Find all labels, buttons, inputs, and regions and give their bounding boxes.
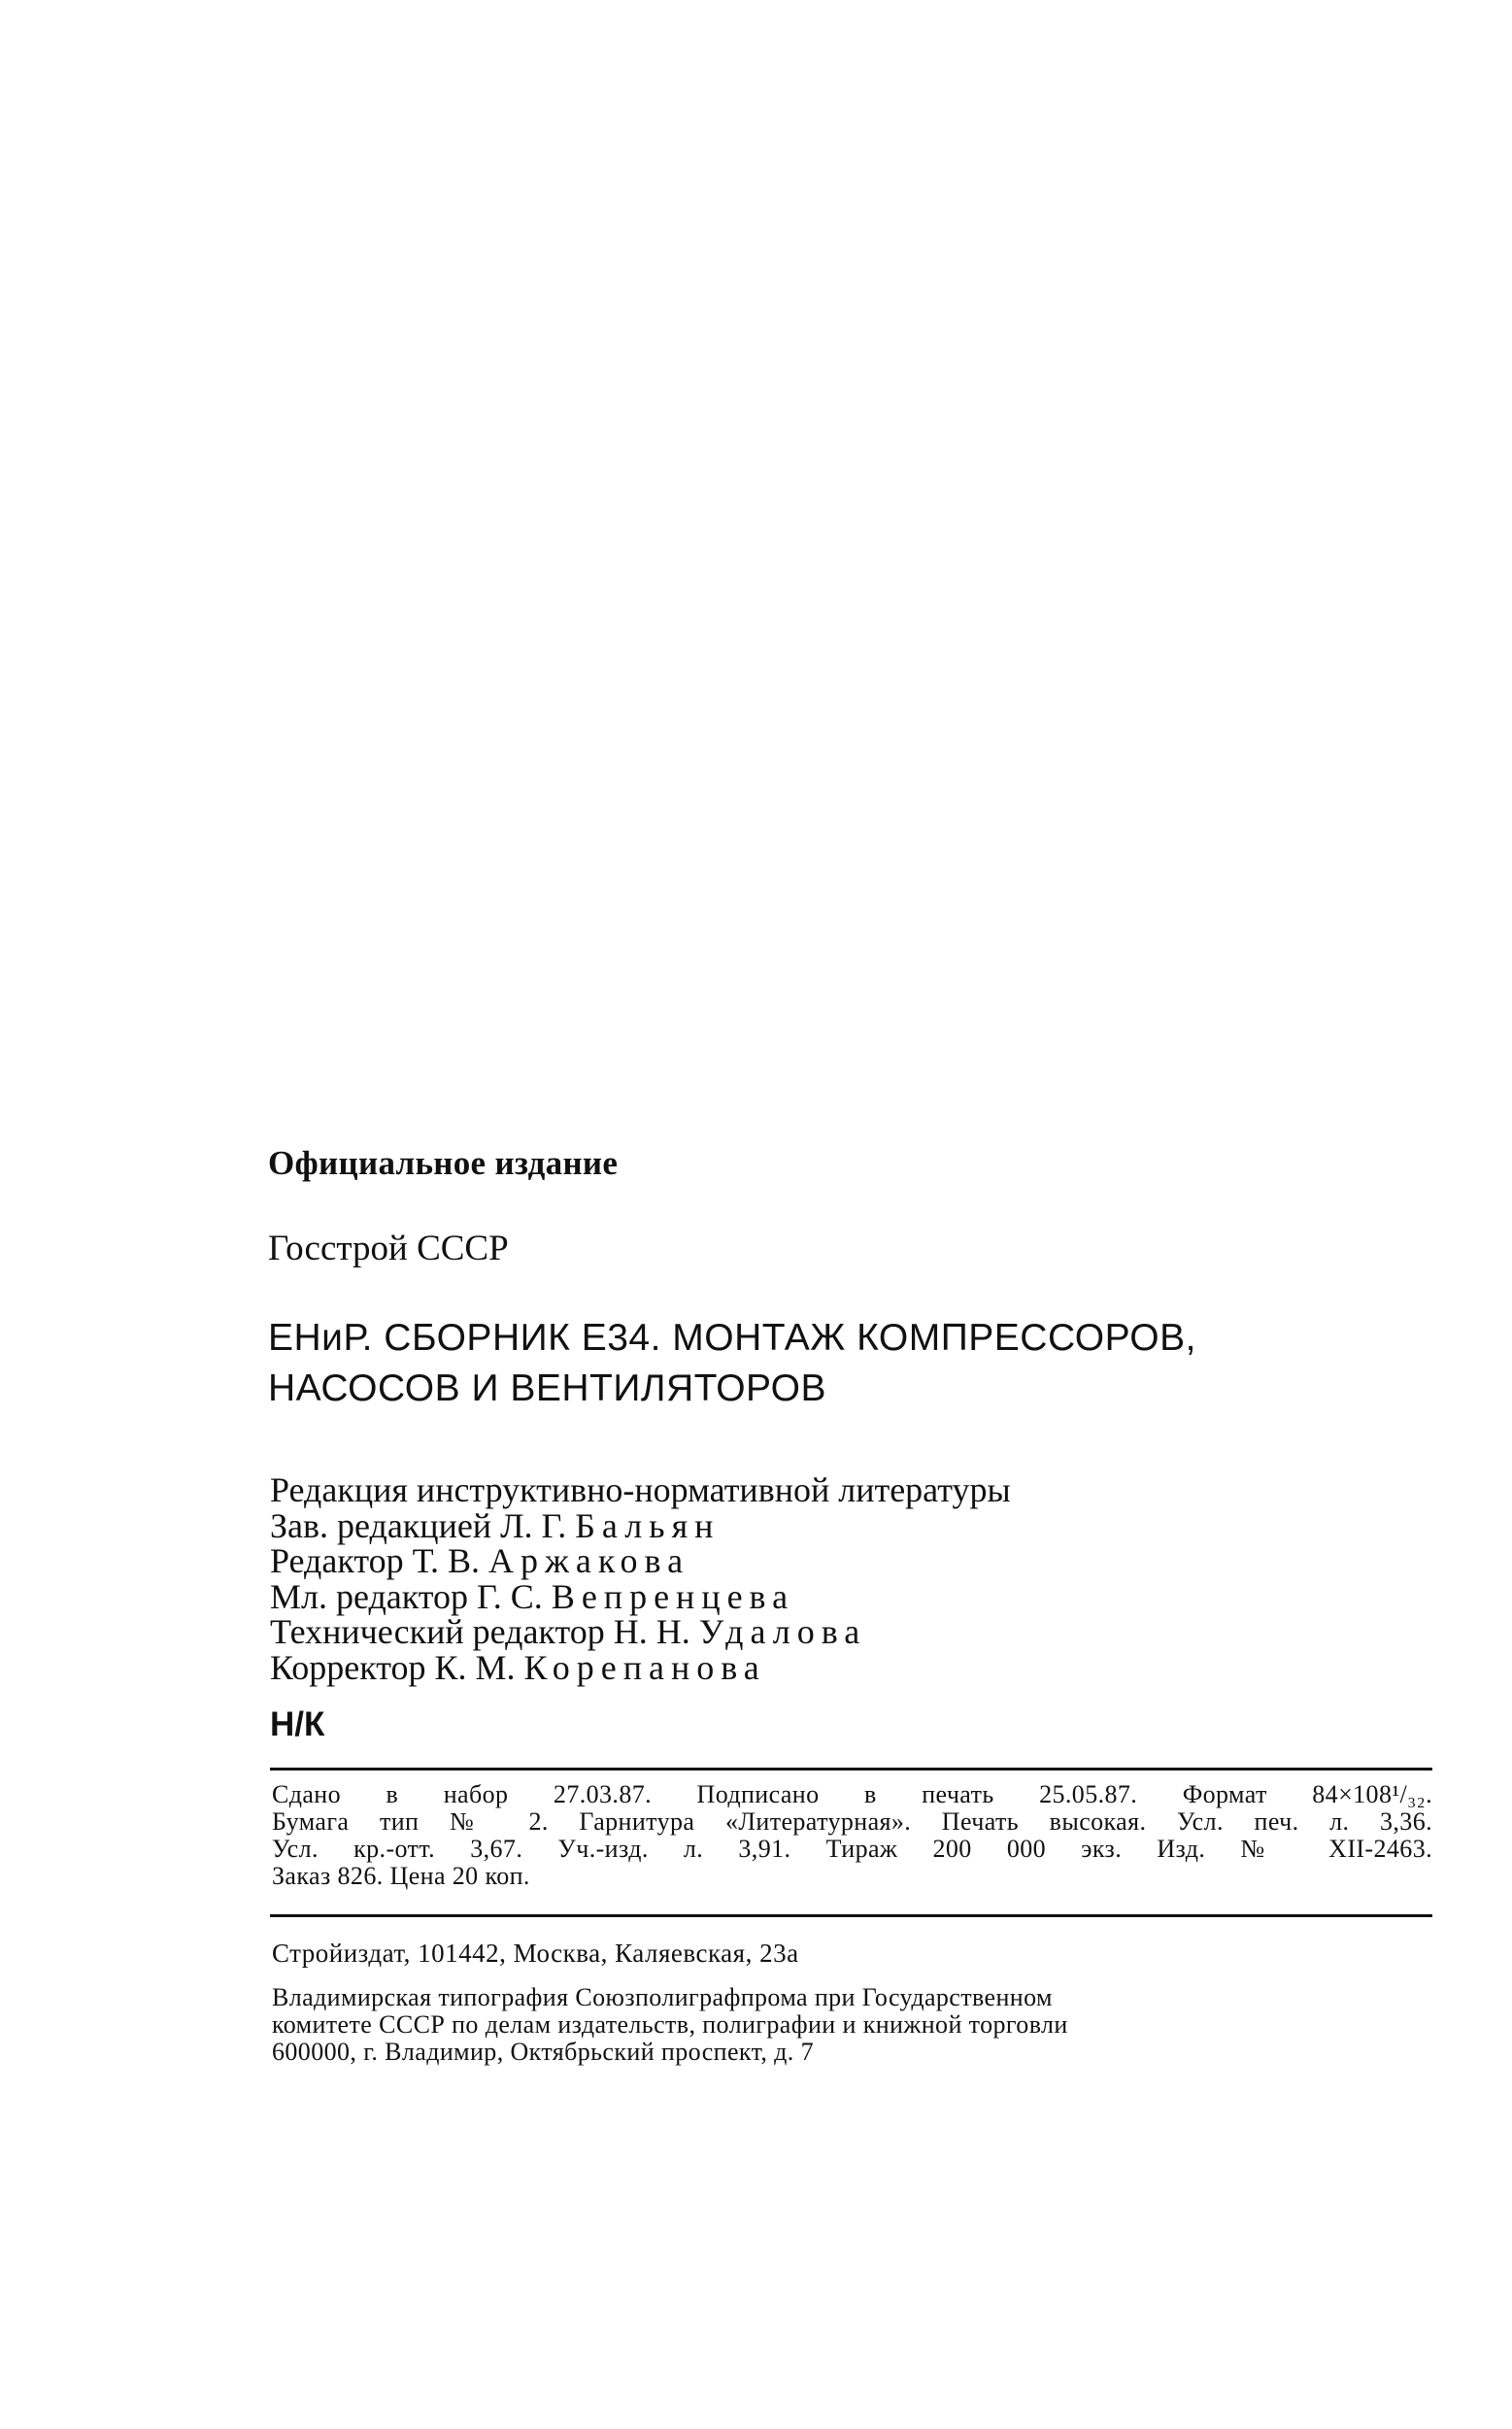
- staff-editor: [270, 1543, 1011, 1579]
- staff-role: Технический редактор: [270, 1612, 605, 1651]
- official-edition-label: Официальное издание: [268, 1144, 619, 1182]
- staff-role: Зав. редакцией: [270, 1505, 492, 1545]
- imprint-line: Усл. кр.-отт. 3,67. Уч.-изд. л. 3,91. Тираж 200 000 экз. Изд. № XII-2463.: [272, 1835, 1432, 1863]
- divider-rule: [270, 1768, 1432, 1771]
- staff-role: Редактор: [270, 1541, 404, 1580]
- publisher-address: Стройиздат, 101442, Москва, Каляевская, 23а: [272, 1939, 799, 1968]
- staff-junior-editor: [270, 1576, 1011, 1616]
- book-title-line-2: НАСОСОВ И ВЕНТИЛЯТОРОВ: [268, 1367, 827, 1409]
- staff-role: Корректор: [270, 1647, 426, 1687]
- staff-initials: Н. Н.: [613, 1612, 690, 1651]
- book-title: [268, 1313, 1196, 1414]
- staff-surname: Аржакова: [488, 1541, 690, 1580]
- editorial-staff: [270, 1472, 1011, 1685]
- staff-surname: Удалова: [698, 1612, 867, 1651]
- staff-head-of-office: [270, 1505, 1011, 1545]
- nk-mark: Н/К: [270, 1705, 325, 1743]
- staff-initials: Л. Г.: [500, 1505, 567, 1545]
- printer-line: Владимирская типография Союзполиграфпрома при Государственном: [272, 1983, 1053, 2011]
- imprint-block: [272, 1781, 1432, 1890]
- editorial-office: Редакция инструктивно-нормативной литературы: [270, 1470, 1011, 1509]
- imprint-line: Сдано в набор 27.03.87. Подписано в печать 25.05.87. Формат 84×108¹/₃₂.: [272, 1780, 1432, 1808]
- printer-line: комитете СССР по делам издательств, полиграфии и книжной торговли: [272, 2010, 1068, 2039]
- staff-surname: Вепренцева: [551, 1576, 795, 1616]
- staff-surname: Корепанова: [523, 1647, 766, 1687]
- printer-line: 600000, г. Владимир, Октябрьский проспект, д. 7: [272, 2038, 815, 2066]
- staff-initials: К. М.: [434, 1647, 516, 1687]
- book-title-line-1: ЕНиР. СБОРНИК Е34. МОНТАЖ КОМПРЕССОРОВ,: [268, 1317, 1196, 1359]
- imprint-line: Бумага тип № 2. Гарнитура «Литературная». Печать высокая. Усл. печ. л. 3,36.: [272, 1807, 1432, 1836]
- divider-rule: [270, 1914, 1432, 1917]
- printer-block: [272, 1984, 1369, 2066]
- staff-technical-editor: [270, 1614, 1011, 1650]
- staff-initials: Т. В.: [412, 1541, 481, 1580]
- imprint-line: Заказ 826. Цена 20 коп.: [272, 1862, 530, 1890]
- staff-initials: Г. С.: [477, 1576, 543, 1616]
- staff-proofreader: [270, 1647, 1011, 1687]
- publisher-name: Госстрой СССР: [268, 1229, 509, 1268]
- staff-surname: Бальян: [575, 1505, 721, 1545]
- staff-role: Мл. редактор: [270, 1576, 469, 1616]
